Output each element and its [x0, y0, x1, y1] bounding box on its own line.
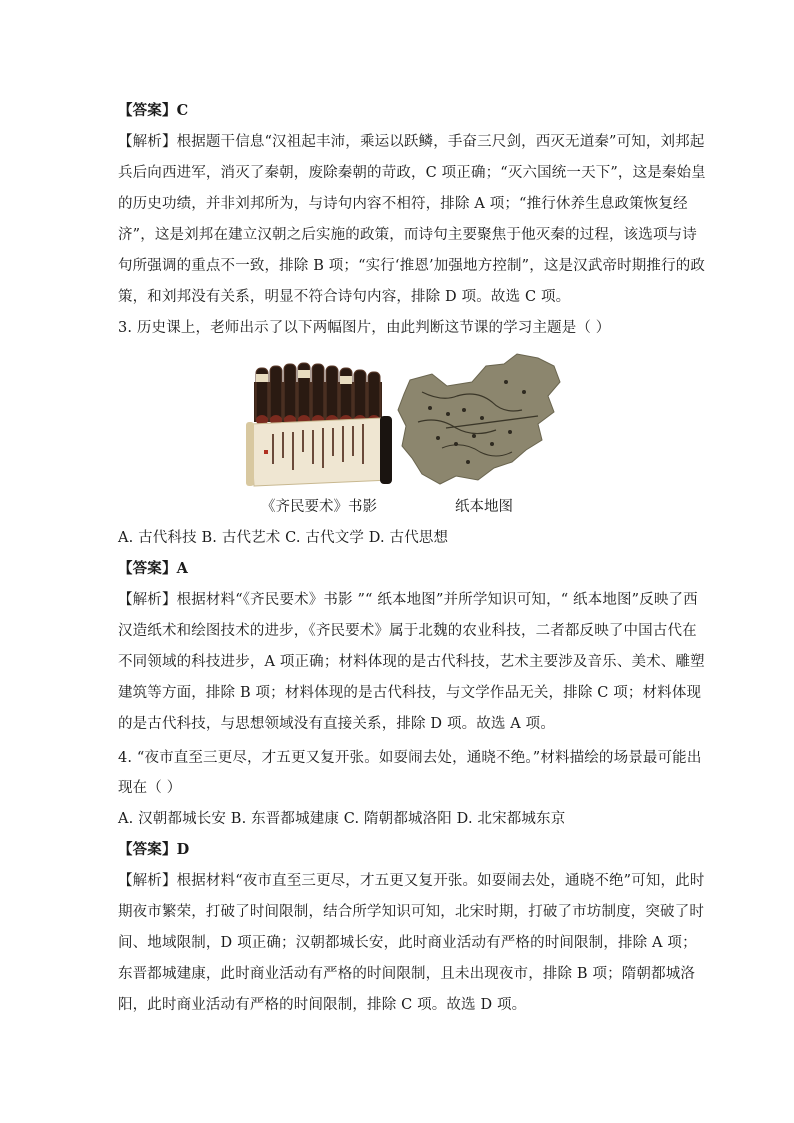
analysis-2-line-1: 【解析】根据题干信息“汉祖起丰沛，乘运以跃鳞，手奋三尺剑，西灭无道秦”可知，刘邦起 — [118, 134, 705, 150]
caption-map: 纸本地图 — [455, 499, 513, 515]
question-4-options: A. 汉朝都城长安 B. 东晋都城建康 C. 隋朝都城洛阳 D. 北宋都城东京 — [118, 811, 566, 827]
analysis-2-line-4: 济”，这是刘邦在建立汉朝之后实施的政策，而诗句主要聚焦于他灭秦的过程，该选项与诗 — [118, 227, 697, 243]
scroll-bundle — [254, 363, 382, 425]
open-scroll — [246, 416, 392, 486]
figure-illustration — [242, 352, 562, 487]
question-3: 3. 历史课上，老师出示了以下两幅图片，由此判断这节课的学习主题是（ ） — [118, 320, 611, 336]
analysis-3-line-2: 汉造纸术和绘图技术的进步，《齐民要术》属于北魏的农业科技，二者都反映了中国古代在 — [118, 623, 697, 639]
caption-book: 《齐民要术》书影 — [261, 499, 377, 515]
analysis-2-line-5: 句所强调的重点不一致，排除 B 项；“实行‘推恩’加强地方控制”，这是汉武帝时期推行的政 — [118, 258, 706, 274]
question-3-options: A. 古代科技 B. 古代艺术 C. 古代文学 D. 古代思想 — [118, 530, 449, 546]
analysis-4-line-5: 阳，此时商业活动有严格的时间限制，排除 C 项。故选 D 项。 — [118, 997, 527, 1013]
question-4-line-1: 4. “夜市直至三更尽，才五更又复开张。如耍闹去处，通晓不绝。”材料描绘的场景最可能出 — [118, 750, 702, 766]
analysis-2-line-6: 策，和刘邦没有关系，明显不符合诗句内容，排除 D 项。故选 C 项。 — [118, 289, 571, 305]
answer-3: 【答案】A — [118, 560, 188, 577]
answer-2: 【答案】C — [118, 102, 189, 119]
analysis-4-line-1: 【解析】根据材料“夜市直至三更尽，才五更又复开张。如耍闹去处，通晓不绝”可知，此时 — [118, 873, 705, 889]
analysis-4-line-2: 期夜市繁荣，打破了时间限制，结合所学知识可知，北宋时期，打破了市坊制度，突破了时 — [118, 904, 704, 920]
analysis-3-line-4: 建筑等方面，排除 B 项；材料体现的是古代科技，与文学作品无关，排除 C 项；材料体现 — [118, 685, 702, 701]
analysis-4-line-4: 东晋都城建康，此时商业活动有严格的时间限制，且未出现夜市，排除 B 项；隋朝都城洛 — [118, 966, 696, 982]
paper-map-image — [398, 354, 560, 484]
analysis-2-line-2: 兵后向西进军，消灭了秦朝，废除秦朝的苛政，C 项正确；“灭六国统一天下”，这是秦始皇 — [118, 165, 706, 181]
analysis-4-line-3: 间、地域限制，D 项正确；汉朝都城长安，此时商业活动有严格的时间限制，排除 A 项； — [118, 935, 697, 951]
question-3-figure — [242, 352, 562, 487]
book-scrolls-image — [242, 352, 394, 487]
analysis-3-line-3: 不同领域的科技进步，A 项正确；材料体现的是古代科技，艺术主要涉及音乐、美术、雕塑 — [118, 654, 705, 670]
answer-4: 【答案】D — [118, 841, 190, 858]
analysis-3-line-5: 的是古代科技，与思想领域没有直接关系，排除 D 项。故选 A 项。 — [118, 716, 555, 732]
analysis-3-line-1: 【解析】根据材料“《齐民要术》书影 ”“ 纸本地图”并所学知识可知，“ 纸本地图”反映了西 — [118, 592, 698, 608]
question-4-line-2: 现在（ ） — [118, 780, 182, 796]
analysis-2-line-3: 的历史功绩，并非刘邦所为，与诗句内容不相符，排除 A 项；“推行休养生息政策恢复经 — [118, 196, 688, 212]
